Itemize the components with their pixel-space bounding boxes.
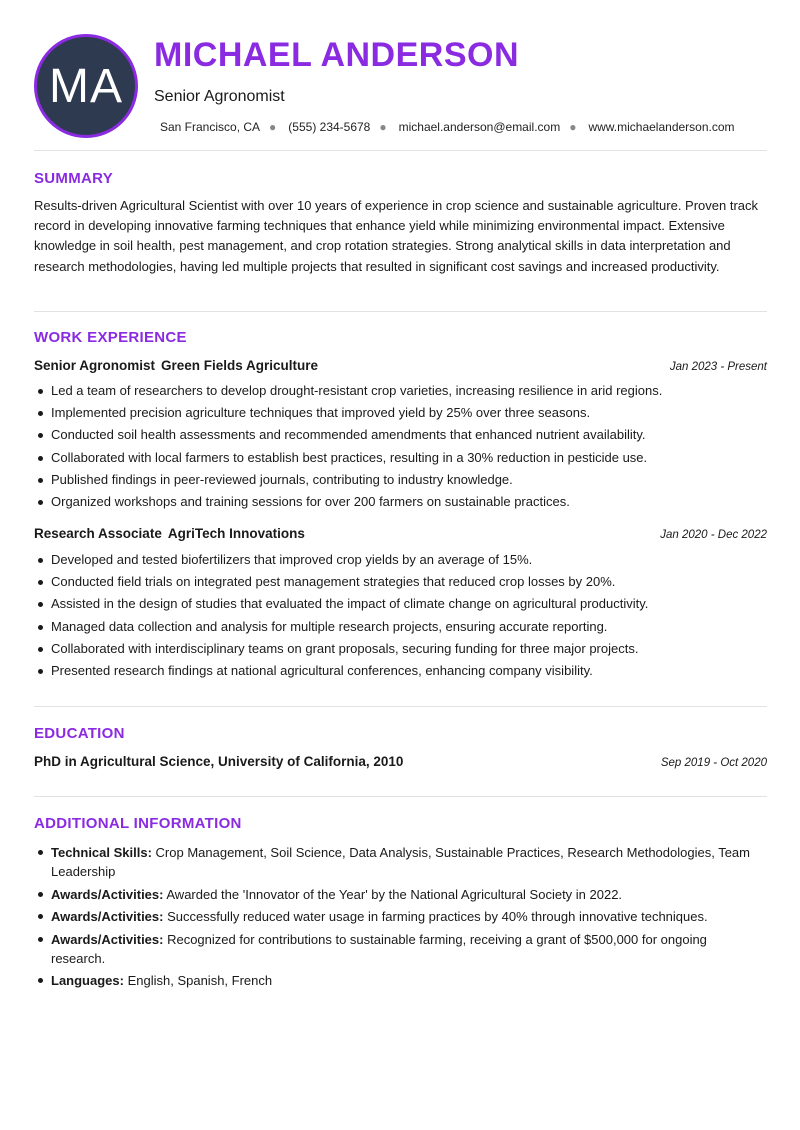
job-role: Research Associate <box>34 526 162 541</box>
separator-dot-icon: ● <box>269 120 277 134</box>
divider <box>34 706 767 707</box>
info-text: Successfully reduced water usage in farming practices by 40% through innovative techniques. <box>163 909 708 924</box>
contact-line <box>160 120 735 134</box>
education-dates: Sep 2019 - Oct 2020 <box>660 757 767 769</box>
info-label: Languages: <box>51 973 124 988</box>
separator-dot-icon: ● <box>379 120 387 134</box>
job-bullets <box>34 383 774 516</box>
education-entry <box>34 754 767 769</box>
education-degree: PhD in Agricultural Science, University of California, 2010 <box>34 754 404 769</box>
section-title-summary: SUMMARY <box>34 170 114 187</box>
info-text: Recognized for contributions to sustainable farming, receiving a grant of $500,000 for ongoing research. <box>51 931 707 966</box>
job-company: Green Fields Agriculture <box>161 358 319 373</box>
list-item: Conducted field trials on integrated pest management strategies that reduced crop losses by 20%. <box>34 574 774 596</box>
contact-website[interactable]: www.michaelanderson.com <box>588 120 735 134</box>
section-title-education: EDUCATION <box>34 725 125 742</box>
summary-text: Results-driven Agricultural Scientist with over 10 years of experience in crop science and sustainable agriculture. Proven track record in developing innovative farming techniques that enhance yield while minimizing environmental impact. Extensive knowledge in soil health, pest management, and crop rotation strategies. Strong analytical skills in data interpretation and research methodologies, having led multiple projects that resulted in significant cost savings and increased productivity. <box>34 198 759 274</box>
list-item <box>34 885 764 904</box>
job-dates: Jan 2020 - Dec 2022 <box>660 529 767 541</box>
list-item: Led a team of researchers to develop drought-resistant crop varieties, increasing resilience in arid regions. <box>34 383 774 405</box>
job-bullets <box>34 552 774 685</box>
section-title-experience: WORK EXPERIENCE <box>34 329 187 346</box>
job-dates: Jan 2023 - Present <box>669 361 767 373</box>
avatar <box>34 34 138 138</box>
job-title-company <box>34 358 318 373</box>
job-company: AgriTech Innovations <box>167 526 305 541</box>
contact-phone: (555) 234-5678 <box>288 120 371 134</box>
job-role: Senior Agronomist <box>34 358 156 373</box>
separator-dot-icon: ● <box>569 120 577 134</box>
divider <box>34 796 767 797</box>
list-item: Organized workshops and training sessions for over 200 farmers on sustainable practices. <box>34 494 774 516</box>
additional-info-list <box>34 843 764 994</box>
job-title-company <box>34 526 305 541</box>
info-text: Crop Management, Soil Science, Data Analysis, Sustainable Practices, Research Methodologies, Team Leadership <box>51 845 750 879</box>
list-item: Implemented precision agriculture techniques that improved yield by 25% over three seasons. <box>34 405 774 427</box>
divider <box>34 311 767 312</box>
avatar-initials: MA <box>49 59 123 113</box>
job-header <box>34 526 767 541</box>
list-item: Assisted in the design of studies that evaluated the impact of climate change on agricultural productivity. <box>34 596 774 618</box>
list-item: Conducted soil health assessments and recommended amendments that enhanced nutrient availability. <box>34 427 774 449</box>
list-item <box>34 843 764 881</box>
info-label: Awards/Activities: <box>51 886 164 902</box>
contact-email[interactable]: michael.anderson@email.com <box>398 120 561 134</box>
candidate-name: MICHAEL ANDERSON <box>154 36 520 74</box>
info-text: English, Spanish, French <box>123 973 273 988</box>
list-item <box>34 907 764 926</box>
info-label: Technical Skills: <box>51 845 152 860</box>
job-header <box>34 358 767 373</box>
list-item: Collaborated with interdisciplinary teams on grant proposals, securing funding for three major projects. <box>34 641 774 663</box>
contact-location: San Francisco, CA <box>160 120 261 134</box>
list-item: Published findings in peer-reviewed journals, contributing to industry knowledge. <box>34 472 774 494</box>
divider <box>34 150 767 151</box>
section-title-additional: ADDITIONAL INFORMATION <box>34 815 242 832</box>
list-item <box>34 930 764 968</box>
list-item: Developed and tested biofertilizers that improved crop yields by an average of 15%. <box>34 552 774 574</box>
info-label: Awards/Activities: <box>51 931 164 947</box>
list-item: Presented research findings at national agricultural conferences, enhancing company visibility. <box>34 663 774 685</box>
info-text: Awarded the 'Innovator of the Year' by the National Agricultural Society in 2022. <box>163 886 623 902</box>
list-item: Collaborated with local farmers to establish best practices, resulting in a 30% reduction in pesticide use. <box>34 450 774 472</box>
job-title: Senior Agronomist <box>154 88 285 105</box>
list-item <box>34 971 764 990</box>
list-item: Managed data collection and analysis for multiple research projects, ensuring accurate reporting. <box>34 619 774 641</box>
info-label: Awards/Activities: <box>51 909 164 924</box>
